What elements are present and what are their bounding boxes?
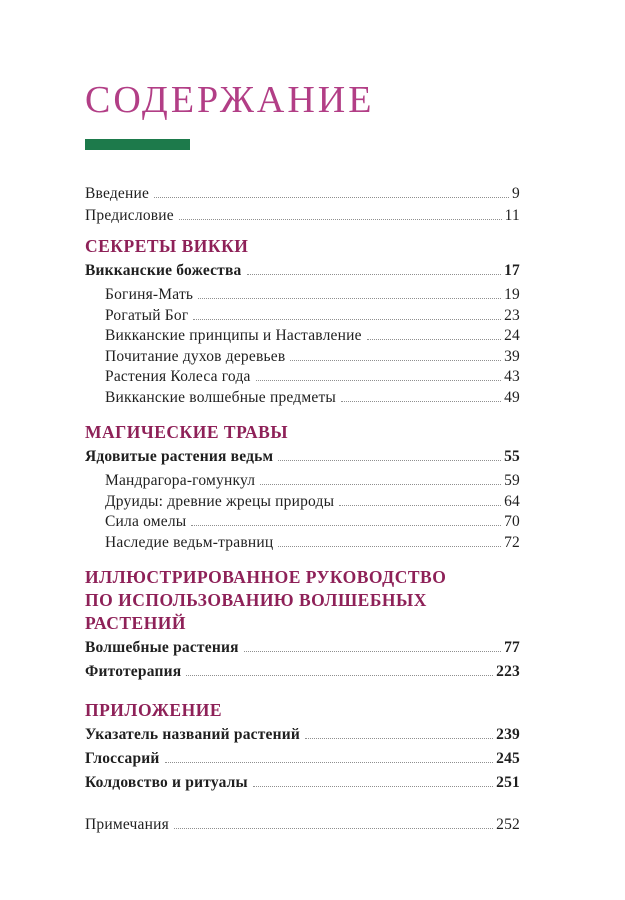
toc-entry bbox=[85, 348, 520, 369]
toc-entry bbox=[85, 207, 520, 229]
page-number: 223 bbox=[496, 663, 520, 680]
front-matter bbox=[85, 185, 520, 229]
dot-leader bbox=[278, 460, 501, 461]
dot-leader bbox=[290, 360, 501, 361]
dot-leader bbox=[260, 484, 501, 485]
page-number: 77 bbox=[504, 639, 520, 656]
dot-leader bbox=[174, 828, 493, 829]
dot-leader bbox=[191, 525, 501, 526]
page-number: 17 bbox=[504, 262, 520, 279]
toc-entry bbox=[85, 448, 520, 472]
section-heading-line: ИЛЛЮСТРИРОВАННОЕ РУКОВОДСТВО bbox=[85, 567, 447, 587]
toc-entry bbox=[85, 307, 520, 328]
page-number: 251 bbox=[496, 774, 520, 791]
page-title: СОДЕРЖАНИЕ bbox=[85, 79, 375, 121]
page-number: 72 bbox=[504, 533, 520, 551]
toc-entry-label: Волшебные растения bbox=[85, 639, 239, 656]
toc-entry-label: Колдовство и ритуалы bbox=[85, 774, 248, 791]
toc-entry bbox=[85, 534, 520, 555]
page-number: 64 bbox=[504, 492, 520, 510]
notes-block bbox=[85, 816, 520, 840]
page-number: 55 bbox=[504, 448, 520, 465]
toc-entry bbox=[85, 389, 520, 410]
page-number: 245 bbox=[496, 750, 520, 767]
toc-entry bbox=[85, 185, 520, 207]
dot-leader bbox=[247, 274, 502, 275]
toc-entry-label: Викканские божества bbox=[85, 262, 242, 279]
dot-leader bbox=[305, 738, 493, 739]
section-heading-line: СЕКРЕТЫ ВИККИ bbox=[85, 236, 249, 256]
page-number: 11 bbox=[504, 207, 520, 224]
toc-entry-label: Введение bbox=[85, 185, 150, 202]
toc-entry-label: Фитотерапия bbox=[85, 663, 182, 680]
section-heading-line: ПРИЛОЖЕНИЕ bbox=[85, 700, 223, 720]
page-number: 70 bbox=[504, 513, 520, 530]
toc-entry bbox=[85, 286, 520, 307]
toc-entry bbox=[85, 262, 520, 286]
toc-section bbox=[85, 566, 520, 687]
toc-entry bbox=[85, 493, 520, 514]
toc-entry-label: Ядовитые растения ведьм bbox=[85, 448, 274, 465]
dot-leader bbox=[256, 380, 501, 381]
page-number: 23 bbox=[504, 306, 520, 324]
toc-entry bbox=[85, 513, 520, 534]
toc-entry bbox=[85, 816, 520, 840]
section-heading bbox=[85, 421, 520, 444]
dot-leader bbox=[198, 298, 501, 299]
section-heading-line: МАГИЧЕСКИЕ ТРАВЫ bbox=[85, 422, 289, 442]
dot-leader bbox=[179, 219, 502, 220]
toc-entry bbox=[85, 368, 520, 389]
toc-entry-label: Друиды: древние жрецы природы bbox=[105, 492, 335, 510]
section-heading-line: ПО ИСПОЛЬЗОВАНИЮ ВОЛШЕБНЫХ РАСТЕНИЙ bbox=[85, 590, 427, 633]
toc-entry-label: Викканские волшебные предметы bbox=[105, 388, 337, 406]
dot-leader bbox=[253, 786, 493, 787]
page-number: 39 bbox=[504, 347, 520, 365]
toc-section bbox=[85, 235, 520, 409]
page-number: 49 bbox=[504, 388, 520, 406]
dot-leader bbox=[186, 675, 493, 676]
toc-entry-label: Наследие ведьм-травниц bbox=[105, 533, 274, 551]
dot-leader bbox=[341, 401, 501, 402]
page-number: 59 bbox=[504, 472, 520, 489]
toc-entry bbox=[85, 639, 520, 663]
section-heading bbox=[85, 566, 520, 635]
dot-leader bbox=[165, 762, 494, 763]
page-number: 252 bbox=[496, 816, 520, 833]
toc-section bbox=[85, 421, 520, 554]
toc-entry bbox=[85, 726, 520, 750]
dot-leader bbox=[339, 505, 501, 506]
page-number: 43 bbox=[504, 368, 520, 385]
section-heading bbox=[85, 235, 520, 258]
toc-entry bbox=[85, 327, 520, 348]
toc-entry bbox=[85, 774, 520, 798]
toc-entry-label: Почитание духов деревьев bbox=[105, 347, 286, 365]
toc-entry-label: Сила омелы bbox=[105, 513, 187, 530]
toc-entry bbox=[85, 472, 520, 493]
page-number: 24 bbox=[504, 327, 520, 344]
section-heading bbox=[85, 699, 520, 722]
toc-content bbox=[85, 78, 520, 840]
toc-sections bbox=[85, 235, 520, 798]
dot-leader bbox=[367, 339, 501, 340]
page-number: 9 bbox=[512, 185, 520, 202]
toc-entry-label: Рогатый Бог bbox=[105, 306, 189, 324]
dot-leader bbox=[278, 546, 501, 547]
toc-entry-label: Предисловие bbox=[85, 207, 174, 224]
page-number: 19 bbox=[504, 286, 520, 303]
toc-entry-label: Мандрагора-гомункул bbox=[105, 472, 256, 489]
toc-section bbox=[85, 699, 520, 798]
dot-leader bbox=[154, 197, 509, 198]
toc-entry bbox=[85, 663, 520, 687]
toc-entry bbox=[85, 750, 520, 774]
toc-entry-label: Примечания bbox=[85, 816, 169, 833]
toc-entry-label: Растения Колеса года bbox=[105, 368, 251, 385]
dot-leader bbox=[193, 319, 501, 320]
page-number: 239 bbox=[496, 726, 520, 743]
toc-entry-label: Викканские принципы и Наставление bbox=[105, 327, 362, 344]
toc-entry-label: Указатель названий растений bbox=[85, 726, 301, 743]
toc-entry-label: Богиня-Мать bbox=[105, 286, 194, 303]
green-accent-bar bbox=[85, 139, 190, 150]
dot-leader bbox=[244, 651, 501, 652]
toc-entry-label: Глоссарий bbox=[85, 750, 160, 767]
